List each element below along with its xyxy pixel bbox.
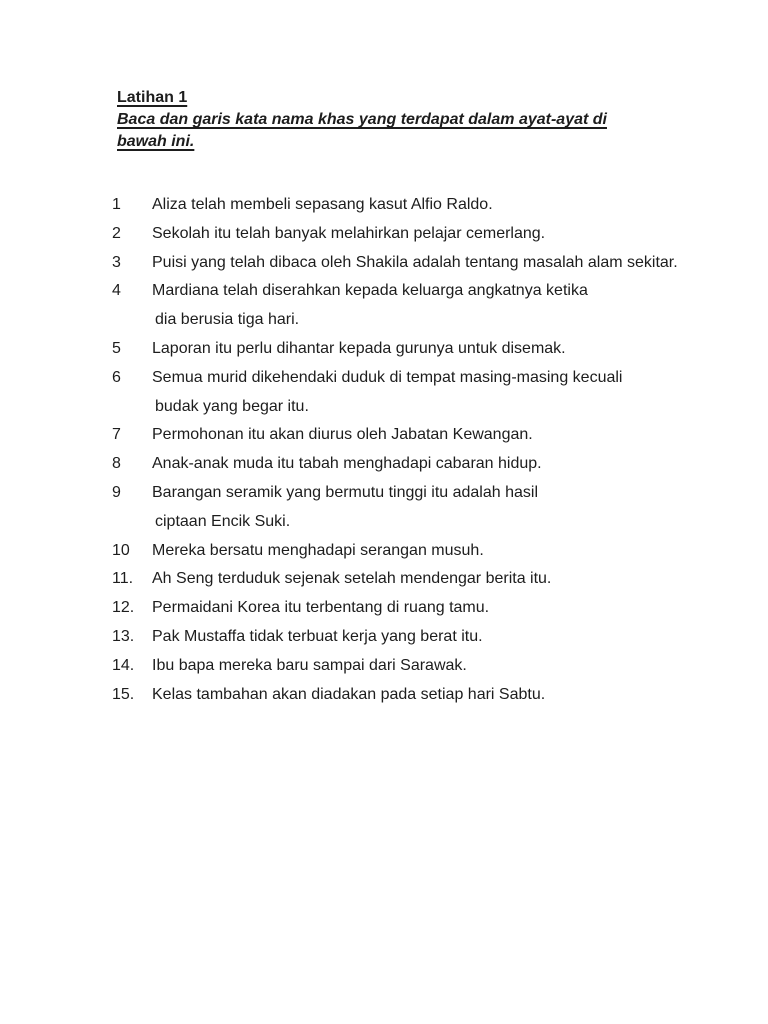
item-number: 10 [112, 541, 130, 559]
exercise-instruction-line: Baca dan garis kata nama khas yang terdapat dalam ayat-ayat di [117, 111, 607, 128]
item-text: Mardiana telah diserahkan kepada keluarga angkatnya ketika [152, 282, 588, 300]
list-item [112, 565, 728, 594]
item-number: 9 [112, 483, 121, 501]
list-item [112, 537, 728, 566]
list-item [112, 220, 728, 249]
item-number: 13. [112, 627, 135, 645]
item-text: Puisi yang telah dibaca oleh Shakila adalah tentang masalah alam sekitar. [152, 253, 678, 271]
exercise-title: Latihan 1 [117, 89, 188, 106]
item-number: 3 [112, 253, 121, 271]
list-item [112, 277, 728, 306]
list-item [112, 450, 728, 479]
list-item [112, 421, 728, 450]
item-number: 4 [112, 282, 121, 300]
item-number: 8 [112, 455, 121, 473]
list-item [112, 594, 728, 623]
item-text: Pak Mustaffa tidak terbuat kerja yang berat itu. [152, 627, 483, 645]
item-text: Kelas tambahan akan diadakan pada setiap hari Sabtu. [152, 685, 546, 703]
item-number: 11. [112, 570, 134, 588]
exercise-header [117, 87, 728, 153]
item-number: 15. [112, 685, 135, 703]
item-number: 12. [112, 599, 135, 617]
item-text: ciptaan Encik Suki. [155, 512, 291, 530]
item-text: Barangan seramik yang bermutu tinggi itu adalah hasil [152, 483, 539, 501]
item-text: Ibu bapa mereka baru sampai dari Sarawak. [152, 656, 467, 674]
item-text: Sekolah itu telah banyak melahirkan pelajar cemerlang. [152, 224, 546, 242]
exercise-instruction [117, 109, 728, 153]
item-number: 14. [112, 656, 135, 674]
item-text: Mereka bersatu menghadapi serangan musuh. [152, 541, 484, 559]
list-item [112, 191, 728, 220]
item-number: 1 [112, 196, 121, 213]
item-number: 7 [112, 426, 121, 444]
item-text: Laporan itu perlu dihantar kepada gurunya untuk disemak. [152, 339, 566, 357]
list-item-continuation [112, 393, 728, 422]
item-text: budak yang begar itu. [155, 397, 309, 415]
item-text: Ah Seng terduduk sejenak setelah mendengar berita itu. [152, 570, 552, 588]
list-item [112, 364, 728, 393]
item-text: Permohonan itu akan diurus oleh Jabatan Kewangan. [152, 426, 533, 444]
item-text: Aliza telah membeli sepasang kasut Alfio Raldo. [152, 196, 493, 213]
item-text: Permaidani Korea itu terbentang di ruang tamu. [152, 599, 490, 617]
sentence-list [112, 191, 728, 709]
list-item [112, 623, 728, 652]
list-item [112, 249, 728, 278]
item-text: Semua murid dikehendaki duduk di tempat masing-masing kecuali [152, 368, 623, 386]
list-item [112, 681, 728, 710]
item-text: dia berusia tiga hari. [155, 311, 300, 329]
item-number-spacer [112, 393, 152, 422]
item-number: 5 [112, 339, 121, 357]
exercise-instruction-line: bawah ini. [117, 133, 195, 150]
item-number-spacer [112, 306, 152, 335]
list-item-continuation [112, 508, 728, 537]
list-item-continuation [112, 306, 728, 335]
list-item [112, 335, 728, 364]
list-item [112, 479, 728, 508]
item-number: 2 [112, 224, 121, 242]
item-number-spacer [112, 508, 152, 537]
item-text: Anak-anak muda itu tabah menghadapi cabaran hidup. [152, 455, 542, 473]
list-item [112, 652, 728, 681]
item-number: 6 [112, 368, 121, 386]
